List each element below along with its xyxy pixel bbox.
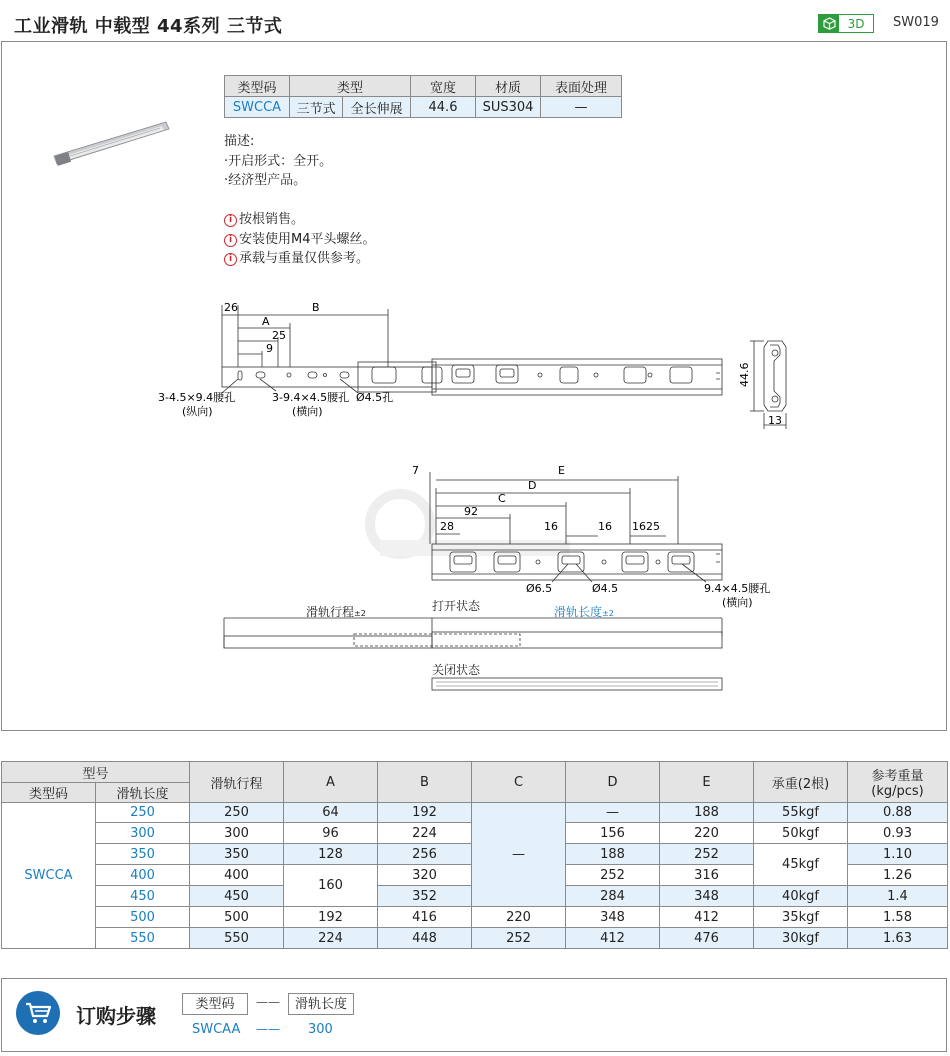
- dim-C: C: [498, 492, 506, 505]
- 3d-model-button[interactable]: [818, 14, 874, 33]
- cell-E: 348: [660, 886, 754, 907]
- spec-type1: 三节式: [290, 97, 343, 118]
- cell-length: 500: [96, 907, 190, 928]
- hole-note-2b: (横向): [292, 405, 323, 418]
- drawing-states: [220, 612, 730, 694]
- cell-E: 412: [660, 907, 754, 928]
- th-D: D: [566, 762, 660, 803]
- cell-A: 160: [284, 865, 378, 907]
- note-item: i 安装使用M4平头螺丝。: [224, 228, 376, 247]
- order-box-length: 滑轨长度: [288, 993, 354, 1015]
- cell-D: 412: [566, 928, 660, 949]
- cell-A: 64: [284, 803, 378, 823]
- th-model: 型号: [2, 762, 190, 783]
- hole-note-2: 3-9.4×4.5腰孔: [272, 391, 350, 404]
- cell-weight: 0.93: [848, 823, 948, 844]
- cell-A: 96: [284, 823, 378, 844]
- order-dash: ——: [256, 995, 280, 1009]
- cell-E: 252: [660, 844, 754, 865]
- dim-16b: 16: [598, 520, 612, 533]
- note-item: i 按根销售。: [224, 208, 304, 227]
- dim-B: B: [312, 301, 320, 314]
- th-A: A: [284, 762, 378, 803]
- table-row: [2, 803, 948, 823]
- order-box-type-code: 类型码: [182, 993, 248, 1015]
- hole-note-1b: (纵向): [182, 405, 213, 418]
- spec-header-code: 类型码: [225, 76, 290, 97]
- dim-92: 92: [464, 505, 478, 518]
- cell-load: 55kgf: [754, 803, 848, 823]
- cell-travel: 350: [190, 844, 284, 865]
- cube-icon: [819, 15, 839, 32]
- cell-E: 188: [660, 803, 754, 823]
- dim-E: E: [558, 464, 565, 477]
- th-weight: 参考重量 (kg/pcs): [848, 762, 948, 803]
- cell-B: 224: [378, 823, 472, 844]
- 3d-label: 3D: [847, 16, 865, 31]
- cell-weight: 1.63: [848, 928, 948, 949]
- cell-D: 252: [566, 865, 660, 886]
- cell-weight: 1.4: [848, 886, 948, 907]
- dim-16c: 16: [632, 520, 646, 533]
- order-value-length: 300: [308, 1022, 333, 1037]
- cell-D: 348: [566, 907, 660, 928]
- slot-note: 9.4×4.5腰孔: [704, 582, 771, 595]
- cell-load: 50kgf: [754, 823, 848, 844]
- cell-travel: 250: [190, 803, 284, 823]
- cell-A: 128: [284, 844, 378, 865]
- hole-note-1: 3-4.5×9.4腰孔: [158, 391, 236, 404]
- desc-line: ·开启形式：全开。: [224, 154, 333, 169]
- cell-load: 30kgf: [754, 928, 848, 949]
- cell-B: 192: [378, 803, 472, 823]
- cell-length: 250: [96, 803, 190, 823]
- cell-E: 220: [660, 823, 754, 844]
- cell-load: 45kgf: [754, 844, 848, 886]
- spec-width: 44.6: [411, 97, 476, 118]
- cell-load: 40kgf: [754, 886, 848, 907]
- hole-65: Ø6.5: [526, 582, 553, 595]
- cell-D: —: [566, 803, 660, 823]
- cart-icon[interactable]: [16, 991, 60, 1035]
- cell-length: 300: [96, 823, 190, 844]
- spec-table: [224, 75, 622, 118]
- cell-A: 224: [284, 928, 378, 949]
- desc-line: ·经济型产品。: [224, 173, 307, 188]
- travel-label: 滑轨行程±2: [306, 605, 366, 619]
- cell-B: 320: [378, 865, 472, 886]
- note-item: i 承载与重量仅供参考。: [224, 247, 369, 266]
- spec-type-code: SWCCA: [225, 97, 290, 118]
- product-code: SW019: [893, 15, 939, 30]
- th-E: E: [660, 762, 754, 803]
- info-icon: i: [224, 234, 237, 247]
- cell-length: 550: [96, 928, 190, 949]
- cell-E: 476: [660, 928, 754, 949]
- cell-C: —: [472, 803, 566, 907]
- dim-A: A: [262, 315, 270, 328]
- desc-label: 描述:: [224, 134, 255, 149]
- spec-surface: —: [541, 97, 622, 118]
- cell-travel: 300: [190, 823, 284, 844]
- cell-B: 256: [378, 844, 472, 865]
- page-title: 工业滑轨 中载型 44系列 三节式: [14, 16, 283, 37]
- order-title: 订购步骤: [76, 1004, 156, 1028]
- cell-weight: 1.10: [848, 844, 948, 865]
- cell-C: 220: [472, 907, 566, 928]
- slot-note-b: (横向): [722, 596, 753, 609]
- cell-E: 316: [660, 865, 754, 886]
- dim-25b: 25: [646, 520, 660, 533]
- info-icon: i: [224, 253, 237, 266]
- cell-B: 352: [378, 886, 472, 907]
- open-state-label: 打开状态: [432, 599, 481, 613]
- dim-9: 9: [266, 342, 273, 355]
- cell-travel: 500: [190, 907, 284, 928]
- drawing-side-view: [150, 295, 800, 435]
- th-length: 滑轨长度: [96, 783, 190, 803]
- cell-A: 192: [284, 907, 378, 928]
- cell-load: 35kgf: [754, 907, 848, 928]
- spec-header-surface: 表面处理: [541, 76, 622, 97]
- dim-thick: 13: [768, 414, 782, 427]
- length-label: 滑轨长度±2: [554, 605, 614, 619]
- spec-type2: 全长伸展: [343, 97, 411, 118]
- cell-weight: 1.26: [848, 865, 948, 886]
- hole-note-3: Ø4.5孔: [356, 391, 394, 404]
- dim-D: D: [528, 479, 537, 492]
- dim-28: 28: [440, 520, 454, 533]
- cell-weight: 1.58: [848, 907, 948, 928]
- cell-D: 156: [566, 823, 660, 844]
- closed-state-label: 关闭状态: [432, 663, 481, 677]
- spec-material: SUS304: [476, 97, 541, 118]
- th-type-code: 类型码: [2, 783, 96, 803]
- dim-26: 26: [224, 301, 238, 314]
- th-travel: 滑轨行程: [190, 762, 284, 803]
- cell-D: 188: [566, 844, 660, 865]
- th-C: C: [472, 762, 566, 803]
- size-table: [1, 761, 948, 949]
- dim-16a: 16: [544, 520, 558, 533]
- order-dash-value: ——: [256, 1022, 280, 1036]
- info-icon: i: [224, 214, 237, 227]
- dim-7: 7: [412, 464, 419, 477]
- cell-B: 416: [378, 907, 472, 928]
- dim-25: 25: [272, 329, 286, 342]
- th-load: 承重(2根): [754, 762, 848, 803]
- table-row: [2, 907, 948, 928]
- cell-length: 450: [96, 886, 190, 907]
- spec-header-width: 宽度: [411, 76, 476, 97]
- table-row: [2, 928, 948, 949]
- spec-header-material: 材质: [476, 76, 541, 97]
- cell-weight: 0.88: [848, 803, 948, 823]
- cell-B: 448: [378, 928, 472, 949]
- cell-length: 350: [96, 844, 190, 865]
- spec-header-type: 类型: [290, 76, 411, 97]
- th-B: B: [378, 762, 472, 803]
- cell-travel: 550: [190, 928, 284, 949]
- order-value-type-code: SWCAA: [192, 1022, 241, 1037]
- cell-C: 252: [472, 928, 566, 949]
- cell-length: 400: [96, 865, 190, 886]
- cell-D: 284: [566, 886, 660, 907]
- dim-height: 44.6: [738, 362, 751, 387]
- drawing-outer-rail: [320, 460, 780, 610]
- hole-45: Ø4.5: [592, 582, 619, 595]
- cell-travel: 450: [190, 886, 284, 907]
- slide-rail-photo: [50, 118, 172, 170]
- cell-type-code: SWCCA: [2, 803, 96, 949]
- cell-travel: 400: [190, 865, 284, 886]
